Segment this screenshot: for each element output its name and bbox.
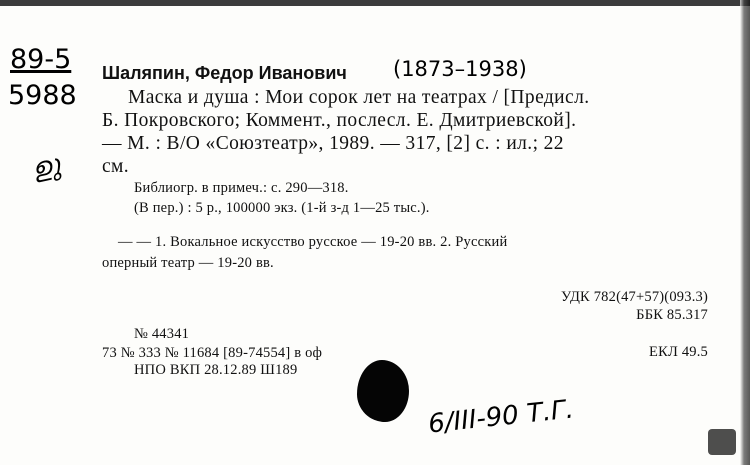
corner-stamp (708, 429, 736, 455)
title-line-4: см. (102, 156, 130, 177)
npo-line: НПО ВКП 28.12.89 Ш189 (134, 362, 298, 378)
registration-line: 73 № 333 № 11684 [89-74554] в оф (102, 345, 323, 361)
life-dates-handwritten: (1873–1938) (393, 57, 527, 81)
handwritten-date: 6/III-90 Т.Г. (426, 394, 576, 440)
author-heading: Шаляпин, Федор Иванович (102, 63, 347, 83)
subject-heading-line-2: оперный театр — 19-20 вв. (102, 255, 274, 271)
udk-code: УДК 782(47+57)(093.3) (560, 289, 708, 305)
subject-heading-line-1: — — 1. Вокальное искусство русское — 19-20 вв. 2. Русский (118, 234, 508, 250)
scan-edge-right (740, 0, 750, 465)
handwritten-note: ഉു (29, 149, 64, 185)
title-line-1: Маска и душа : Мои сорок лет на театрах / [Предисл. (128, 87, 590, 108)
bbk-code: ББК 85.317 (636, 307, 708, 323)
title-line-3: — М. : В/О «Союзтеатр», 1989. — 317, [2] с. : ил.; 22 (102, 133, 564, 154)
shelf-mark-bottom: 5988 (8, 80, 77, 111)
ink-blot (357, 360, 409, 422)
price-print-run-note: (В пер.) : 5 р., 100000 экз. (1-й з-д 1—25 тыс.). (134, 200, 430, 216)
shelf-mark-top: 89-5 (10, 44, 72, 75)
scan-edge-top (0, 0, 750, 6)
title-line-2: Б. Покровского; Коммент., послесл. Е. Дмитриевской]. (102, 110, 577, 131)
card-number: № 44341 (134, 326, 190, 342)
ekl-code: ЕКЛ 49.5 (649, 344, 708, 360)
bibliography-note: Библиогр. в примеч.: с. 290—318. (134, 180, 349, 196)
